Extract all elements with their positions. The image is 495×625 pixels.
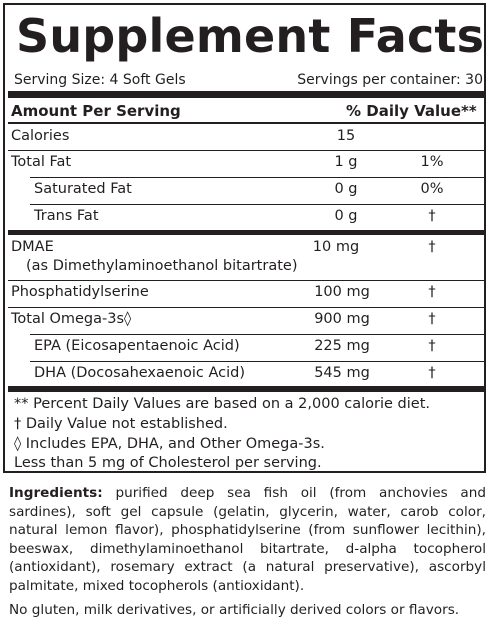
footnote-daily-values: ** Percent Daily Values are based on a 2,000 calorie diet. — [14, 396, 431, 412]
row-epa-amount: 225 mg — [314, 338, 370, 354]
row-phosphatidylserine-amount: 100 mg — [314, 284, 370, 300]
row-phosphatidylserine-dv: † — [428, 284, 436, 300]
ingredients-text: purified deep sea fish oil (from anchovies and sardines), soft gel capsule (gelatin, glycerin, water, carob color, natural lemon flavor), phosphatidylserine (from sunflower lecithin), beeswax, dimethylaminoethanol bitartrate, d-alpha tocopherol (antioxidant), rosemary extract (a natural preservative), ascorbyl palmitate, mixed tocopherols (antioxidant). — [9, 485, 486, 594]
free-from-statement: No gluten, milk derivatives, or artificially derived colors or flavors. — [9, 602, 460, 618]
row-total-omega3-dv: † — [428, 311, 436, 327]
row-saturated-fat-amount: 0 g — [334, 181, 358, 197]
row-saturated-fat-dv: 0% — [420, 181, 444, 197]
row-divider — [8, 150, 485, 151]
footnote-dv-not-established: † Daily Value not established. — [14, 416, 228, 432]
row-calories-label: Calories — [11, 128, 70, 144]
row-total-omega3-label: Total Omega-3s◊ — [11, 311, 132, 327]
supplement-facts-panel — [3, 3, 486, 473]
row-trans-fat-amount: 0 g — [334, 208, 358, 224]
row-dmae-dv: † — [428, 239, 436, 255]
thick-divider — [8, 386, 485, 392]
row-calories-amount: 15 — [336, 128, 356, 144]
row-dha-amount: 545 mg — [314, 365, 370, 381]
row-dha-label: DHA (Docosahexaenoic Acid) — [34, 365, 246, 381]
row-trans-fat-label: Trans Fat — [34, 208, 99, 224]
row-divider — [30, 177, 485, 178]
row-divider — [30, 361, 485, 362]
thick-divider — [8, 230, 485, 235]
row-total-fat-dv: 1% — [420, 154, 444, 170]
header-divider — [8, 122, 485, 124]
row-divider — [8, 280, 485, 281]
row-epa-label: EPA (Eicosapentaenoic Acid) — [34, 338, 240, 354]
row-dha-dv: † — [428, 365, 436, 381]
footnote-omega3: ◊ Includes EPA, DHA, and Other Omega-3s. — [14, 436, 325, 452]
panel-title: Supplement Facts — [16, 9, 485, 63]
row-saturated-fat-label: Saturated Fat — [34, 181, 132, 197]
serving-size: Serving Size: 4 Soft Gels — [14, 72, 186, 88]
row-phosphatidylserine-label: Phosphatidylserine — [11, 284, 149, 300]
ingredients-label: Ingredients: — [9, 485, 103, 501]
row-dmae-label: DMAE — [11, 239, 54, 255]
row-total-omega3-amount: 900 mg — [314, 311, 370, 327]
row-divider — [30, 204, 485, 205]
row-total-fat-label: Total Fat — [11, 154, 72, 170]
row-dmae-sublabel: (as Dimethylaminoethanol bitartrate) — [26, 258, 298, 274]
row-total-fat-amount: 1 g — [334, 154, 358, 170]
row-trans-fat-dv: † — [428, 208, 436, 224]
row-dmae-amount: 10 mg — [312, 239, 360, 255]
footnote-cholesterol: Less than 5 mg of Cholesterol per serving. — [14, 455, 322, 471]
row-divider — [8, 307, 485, 308]
row-epa-dv: † — [428, 338, 436, 354]
amount-per-serving-header: Amount Per Serving — [11, 102, 181, 120]
servings-per-container: Servings per container: 30 — [297, 72, 483, 88]
thick-divider — [8, 91, 485, 98]
daily-value-header: % Daily Value** — [346, 102, 477, 120]
ingredients-statement — [9, 484, 486, 596]
row-divider — [30, 334, 485, 335]
